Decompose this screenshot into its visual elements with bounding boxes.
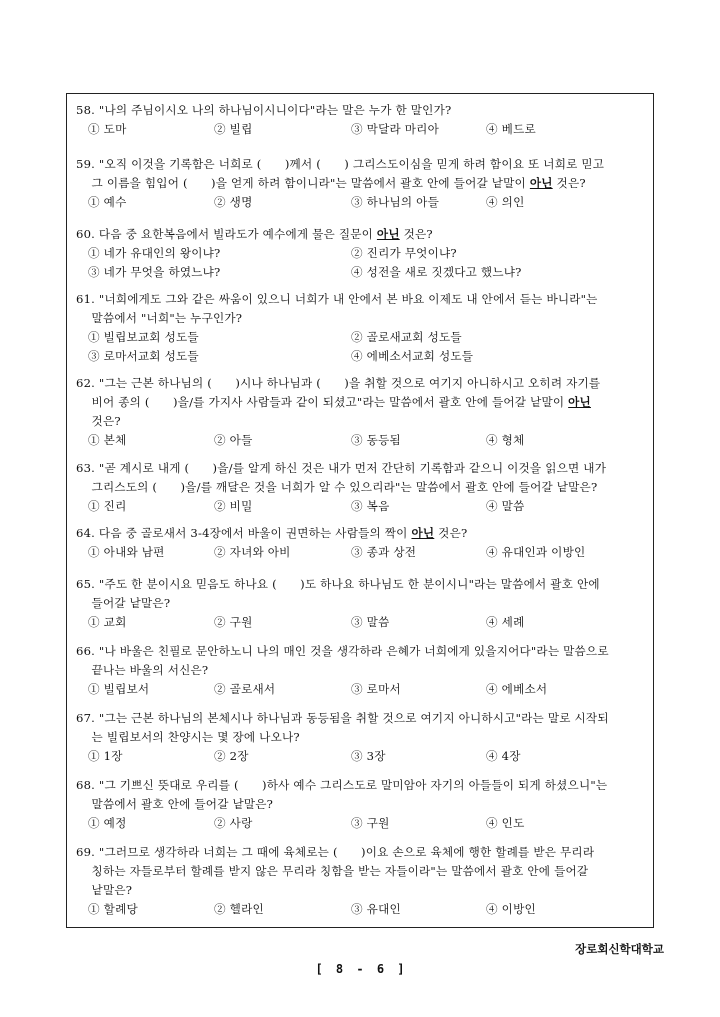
option-1: ① 1장	[88, 749, 123, 763]
option-4: ④ 베드로	[486, 122, 536, 136]
option-2: ② 아들	[214, 433, 253, 447]
option-4: ④ 에베소서교회 성도들	[351, 349, 474, 363]
question-text: 61. "너희에게도 그와 같은 싸움이 있으니 너희가 내 안에서 본 바요 이제도 내 안에서 듣는 바니라"는	[76, 292, 598, 306]
option-3: ③ 3장	[351, 749, 386, 763]
option-3: ③ 복음	[351, 499, 390, 513]
options-row	[88, 263, 646, 282]
question-text: 65. "주도 한 분이시요 믿음도 하나요 ( )도 하나요 하나님도 한 분이시니"라는 말씀에서 괄호 안에	[76, 577, 600, 591]
options-row	[88, 347, 646, 366]
option-1: ① 네가 유대인의 왕이냐?	[88, 246, 221, 260]
question-text: 들어갈 낱말은?	[76, 596, 171, 610]
question-60	[76, 225, 646, 282]
option-2: ② 비밀	[214, 499, 253, 513]
question-text: 칭하는 자들로부터 할례를 받지 않은 무리라 칭함을 받는 자들이라"는 말씀에서 괄호 안에 들어갈	[76, 864, 589, 878]
question-text: 64. 다음 중 골로새서 3-4장에서 바울이 권면하는 사람들의 짝이 아닌 것은?	[76, 526, 468, 540]
option-4: ④ 세례	[486, 615, 525, 629]
question-text: 59. "오직 이것을 기록함은 너희로 ( )께서 ( ) 그리스도이심을 믿게 하려 함이요 또 너희로 믿고	[76, 157, 605, 171]
question-text: 62. "그는 근본 하나님의 ( )시나 하나님과 ( )을 취할 것으로 여기지 아니하시고 오히려 자기를	[76, 376, 601, 390]
option-1: ① 예수	[88, 195, 127, 209]
option-4: ④ 에베소서	[486, 682, 548, 696]
option-2: ② 진리가 무엇이냐?	[351, 246, 457, 260]
option-2: ② 구원	[214, 615, 253, 629]
option-1: ① 빌립보서	[88, 682, 150, 696]
question-text: 낱말은?	[76, 883, 133, 897]
option-3: ③ 로마서교회 성도들	[88, 349, 199, 363]
options-row	[88, 613, 646, 632]
question-64	[76, 524, 646, 562]
option-3: ③ 막달라 마리아	[351, 122, 439, 136]
option-1: ① 진리	[88, 499, 127, 513]
school-name: 장로회신학대학교	[575, 942, 664, 956]
option-2: ② 빌립	[214, 122, 253, 136]
option-1: ① 도마	[88, 122, 127, 136]
option-4: ④ 인도	[486, 816, 525, 830]
option-2: ② 자녀와 아비	[214, 545, 291, 559]
option-1: ① 본체	[88, 433, 127, 447]
question-text: 말씀에서 괄호 안에 들어갈 낱말은?	[76, 797, 274, 811]
options-row	[88, 680, 646, 699]
options-row	[88, 814, 646, 833]
page-number: [ 8 - 6 ]	[315, 962, 405, 976]
question-text: 60. 다음 중 요한복음에서 빌라도가 예수에게 물은 질문이 아닌 것은?	[76, 227, 433, 241]
question-text: 그 이름을 힘입어 ( )을 얻게 하려 함이니라"는 말씀에서 괄호 안에 들어갈 낱말이 아닌 것은?	[76, 176, 586, 190]
option-3: ③ 유대인	[351, 902, 401, 916]
emphasis-underline: 아닌	[529, 176, 553, 190]
question-text: 그리스도의 ( )을/를 깨달은 것을 너희가 알 수 있으리라"는 말씀에서 괄호 안에 들어갈 낱말은?	[76, 480, 598, 494]
emphasis-underline: 아닌	[568, 395, 591, 409]
option-4: ④ 형체	[486, 433, 525, 447]
option-1: ① 할례당	[88, 902, 138, 916]
option-1: ① 교회	[88, 615, 127, 629]
options-row	[88, 120, 646, 139]
option-2: ② 사랑	[214, 816, 253, 830]
options-row	[88, 431, 646, 450]
option-2: ② 골로새교회 성도들	[351, 330, 462, 344]
option-4: ④ 성전을 새로 짓겠다고 했느냐?	[351, 265, 522, 279]
options-row	[88, 900, 646, 919]
option-4: ④ 말씀	[486, 499, 525, 513]
options-row	[88, 193, 646, 212]
option-3: ③ 네가 무엇을 하였느냐?	[88, 265, 221, 279]
option-2: ② 생명	[214, 195, 253, 209]
emphasis-underline: 아닌	[411, 526, 435, 540]
question-text: 말씀에서 "너희"는 누구인가?	[76, 311, 243, 325]
option-3: ③ 하나님의 아들	[351, 195, 439, 209]
option-2: ② 골로새서	[214, 682, 276, 696]
options-row	[88, 328, 646, 347]
question-text: 69. "그러므로 생각하라 너희는 그 때에 육체로는 ( )이요 손으로 육체에 행한 할례를 받은 무리라	[76, 845, 595, 859]
option-3: ③ 종과 상전	[351, 545, 417, 559]
question-59	[76, 155, 646, 212]
option-1: ① 빌립보교회 성도들	[88, 330, 199, 344]
option-1: ① 예정	[88, 816, 127, 830]
option-2: ② 2장	[214, 749, 249, 763]
question-61	[76, 290, 646, 366]
question-text: 비어 종의 ( )을/를 가지사 사람들과 같이 되셨고"라는 말씀에서 괄호 안에 들어갈 낱말이 아닌	[76, 395, 591, 409]
question-68	[76, 776, 646, 833]
option-2: ② 헬라인	[214, 902, 264, 916]
options-row	[88, 747, 646, 766]
option-3: ③ 동등됨	[351, 433, 401, 447]
question-65	[76, 575, 646, 632]
question-text: 67. "그는 근본 하나님의 본체시나 하나님과 동등됨을 취할 것으로 여기지 아니하시고"라는 말로 시작되	[76, 711, 609, 725]
option-1: ① 아내와 남편	[88, 545, 165, 559]
option-4: ④ 의인	[486, 195, 525, 209]
emphasis-underline: 아닌	[376, 227, 400, 241]
question-69	[76, 843, 646, 919]
question-text: 58. "나의 주님이시오 나의 하나님이시니이다"라는 말은 누가 한 말인가?	[76, 103, 452, 117]
question-66	[76, 642, 646, 699]
option-3: ③ 말씀	[351, 615, 390, 629]
question-text: 는 빌립보서의 찬양시는 몇 장에 나오나?	[76, 730, 300, 744]
question-text: 66. "나 바울은 친필로 문안하노니 나의 매인 것을 생각하라 은혜가 너희에게 있을지어다"라는 말씀으로	[76, 644, 609, 658]
question-62	[76, 374, 646, 450]
option-4: ④ 이방인	[486, 902, 536, 916]
option-3: ③ 로마서	[351, 682, 401, 696]
question-63	[76, 459, 646, 516]
option-4: ④ 유대인과 이방인	[486, 545, 586, 559]
question-text: 63. "곧 계시로 내게 ( )을/를 알게 하신 것은 내가 먼저 간단히 기록함과 같으니 이것을 읽으면 내가	[76, 461, 607, 475]
option-3: ③ 구원	[351, 816, 390, 830]
options-row	[88, 244, 646, 263]
question-text: 것은?	[76, 414, 121, 428]
question-text: 68. "그 기쁘신 뜻대로 우리를 ( )하사 예수 그리스도로 말미암아 자기의 아들들이 되게 하셨으니"는	[76, 778, 608, 792]
question-text: 끝나는 바울의 서신은?	[76, 663, 209, 677]
option-4: ④ 4장	[486, 749, 521, 763]
options-row	[88, 497, 646, 516]
options-row	[88, 543, 646, 562]
question-58	[76, 101, 646, 139]
question-67	[76, 709, 646, 766]
